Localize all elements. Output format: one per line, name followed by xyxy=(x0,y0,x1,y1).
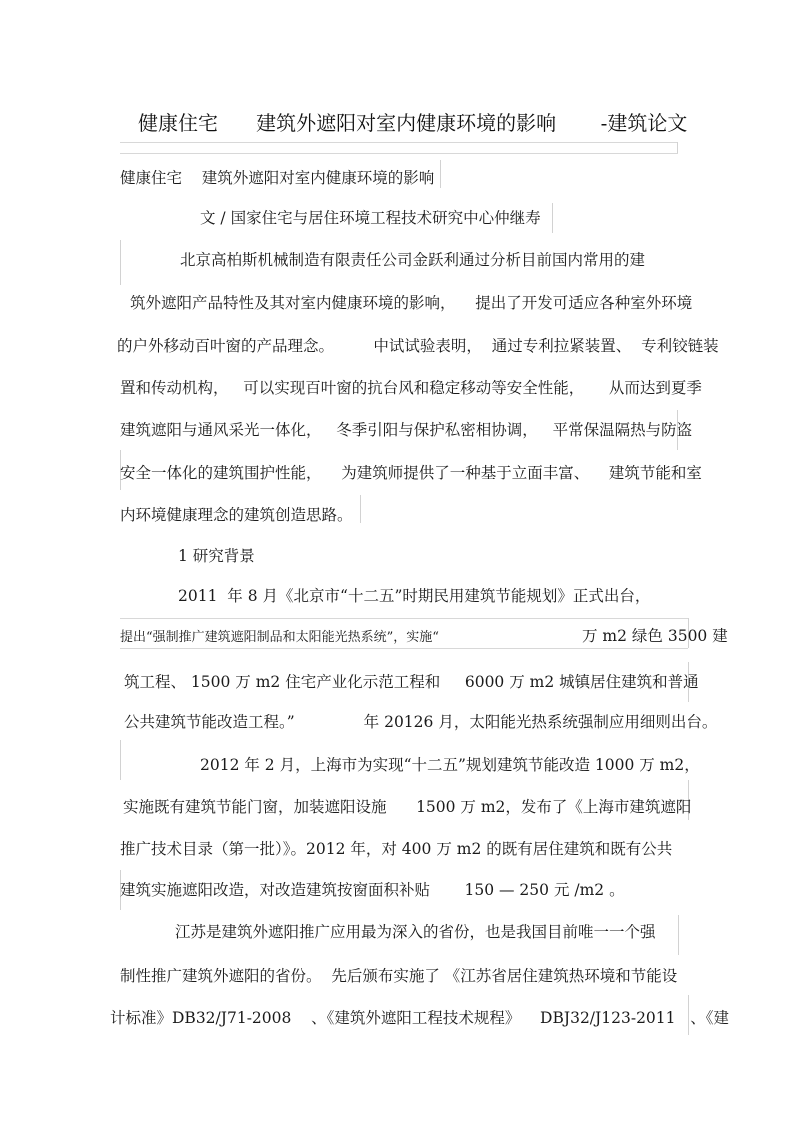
margin-rule xyxy=(440,160,441,188)
document-subtitle: 健康住宅 建筑外遮阳对室内健康环境的影响 xyxy=(120,169,435,187)
margin-rule xyxy=(360,495,361,523)
margin-rule xyxy=(678,915,679,955)
body-line: 制性推广建筑外遮阳的省份。 先后颁布实施了 《江苏省居住建筑热环境和节能设 xyxy=(120,967,678,985)
body-rule xyxy=(120,648,688,649)
margin-rule xyxy=(120,240,121,285)
body-line: 实施既有建筑节能门窗，加装遮阳设施 1500 万 m2，发布了《上海市建筑遮阳 xyxy=(123,798,692,816)
body-line: 北京高柏斯机械制造有限责任公司金跃利通过分析目前国内常用的建 xyxy=(180,251,646,269)
section-heading: 1 研究背景 xyxy=(178,547,255,565)
margin-rule xyxy=(120,740,121,780)
author-line: 文 / 国家住宅与居住环境工程技术研究中心仲继寿 xyxy=(200,209,541,227)
header-rule-2 xyxy=(120,153,678,154)
body-line: 2012 年 2 月，上海市为实现“十二五”规划建筑节能改造 1000 万 m2， xyxy=(200,756,700,774)
body-line: 江苏是建筑外遮阳推广应用最为深入的省份，也是我国目前唯一一个强 xyxy=(175,923,656,941)
body-line: 安全一体化的建筑围护性能， 为建筑师提供了一种基于立面丰富、 建筑节能和室 xyxy=(120,464,702,482)
body-line: 计标准》DB32/J71-2008 、《建筑外遮阳工程技术规程》 DBJ32/J123-2011 、《建 xyxy=(110,1009,730,1027)
body-line: 公共建筑节能改造工程。” 年 20126 月，太阳能光热系统强制应用细则出台。 xyxy=(124,713,718,731)
body-line: 筑外遮阳产品特性及其对室内健康环境的影响， 提出了开发可适应各种室外环境 xyxy=(130,294,693,312)
document-title: 健康住宅 建筑外遮阳对室内健康环境的影响 -建筑论文 xyxy=(138,111,688,135)
body-line: 的户外移动百叶窗的产品理念。 中试试验表明， 通过专利拉紧装置、 专利铰链装 xyxy=(117,337,719,355)
body-line: 建筑遮阳与通风采光一体化， 冬季引阳与保护私密相协调， 平常保温隔热与防盗 xyxy=(120,421,693,439)
body-rule xyxy=(120,618,688,619)
body-line: 提出“强制推广建筑遮阳制品和太阳能光热系统”，实施“ xyxy=(120,630,439,645)
body-line: 万 m2 绿色 3500 建 xyxy=(582,627,728,645)
margin-rule xyxy=(552,203,553,233)
body-line: 置和传动机构， 可以实现百叶窗的抗台风和稳定移动等安全性能， 从而达到夏季 xyxy=(120,379,702,397)
body-line: 推广技术目录（第一批）》。2012 年，对 400 万 m2 的既有居住建筑和既有公共 xyxy=(120,840,673,858)
body-line: 建筑实施遮阳改造，对改造建筑按窗面积补贴 150 — 250 元 /m2 。 xyxy=(120,881,625,899)
header-rule xyxy=(120,142,678,143)
body-line: 内环境健康理念的建筑创造思路。 xyxy=(120,506,353,524)
body-line: 2011 年 8 月《北京市“十二五”时期民用建筑节能规划》正式出台， xyxy=(178,587,651,605)
body-line: 筑工程、 1500 万 m2 住宅产业化示范工程和 6000 万 m2 城镇居住建筑和普通 xyxy=(124,673,699,691)
